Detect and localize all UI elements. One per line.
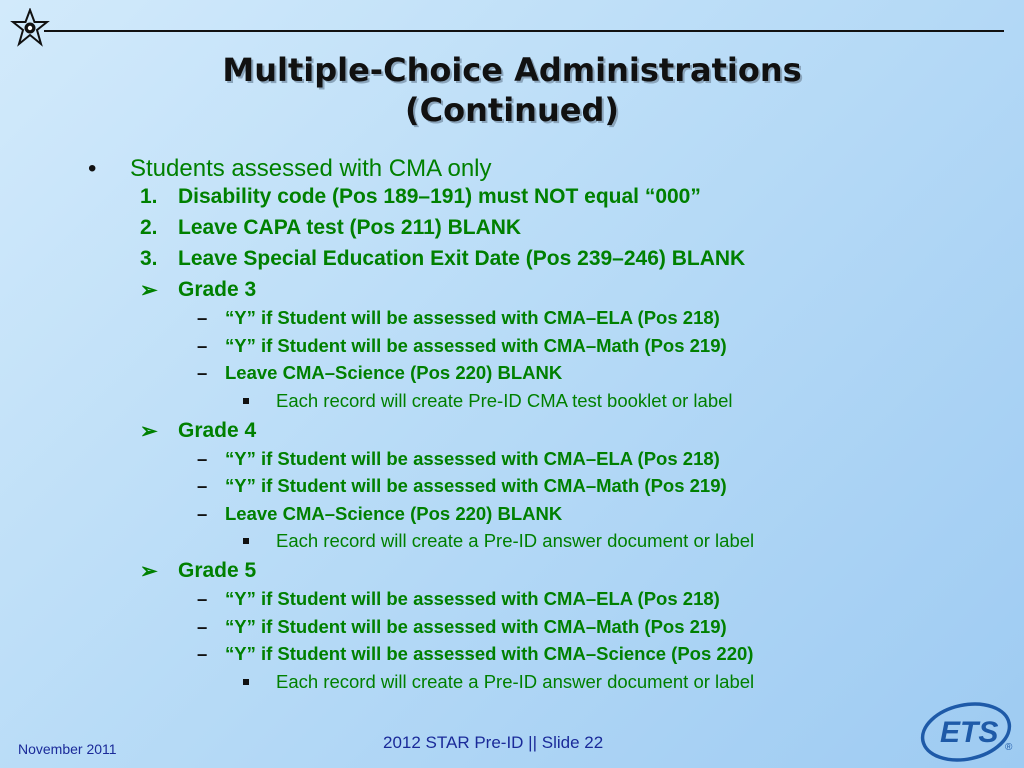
grade-heading-text: Grade 3 (178, 278, 257, 301)
grade-item-text: “Y” if Student will be assessed with CMA–Math (Pos 219) (225, 475, 727, 496)
ets-logo-text: ETS (940, 716, 999, 749)
title-rule (44, 30, 1004, 32)
numbered-item-text: Leave Special Education Exit Date (Pos 239–246) BLANK (178, 247, 746, 270)
title-line-1: Multiple-Choice Administrations (222, 51, 802, 89)
list-marker: 1. (140, 185, 158, 208)
numbered-item-text: Leave CAPA test (Pos 211) BLANK (178, 216, 522, 239)
list-marker: 2. (140, 216, 158, 239)
square-bullet-icon (243, 398, 249, 404)
square-bullet-icon (243, 538, 249, 544)
grade-item-text: Leave CMA–Science (Pos 220) BLANK (225, 502, 563, 524)
grade-note-text: Each record will create a Pre-ID answer document or label (276, 670, 755, 692)
grade-note-text: Each record will create Pre-ID CMA test booklet or label (276, 389, 733, 411)
grade-heading-text: Grade 5 (178, 559, 257, 582)
grade-item-text: “Y” if Student will be assessed with CMA–Math (Pos 219) (225, 615, 727, 637)
grade-item-text: “Y” if Student will be assessed with CMA–Science (Pos 220) (225, 643, 754, 664)
list-marker: – (197, 362, 208, 383)
ets-logo (918, 696, 1018, 762)
footer-slide-label: 2012 STAR Pre-ID || Slide 22 (383, 733, 604, 752)
ets-logo-mark: ® (1005, 742, 1013, 753)
grade-item-text: “Y” if Student will be assessed with CMA–ELA (Pos 218) (225, 588, 720, 609)
title-line-2: (Continued) (405, 91, 619, 129)
star-logo-icon (10, 8, 50, 52)
list-marker: – (197, 447, 208, 469)
list-marker: – (197, 615, 208, 637)
list-marker: – (197, 502, 208, 524)
list-marker: – (197, 588, 208, 609)
bullet-item-text: Students assessed with CMA only (130, 155, 492, 182)
numbered-item-text: Disability code (Pos 189–191) must NOT equal “000” (178, 185, 701, 208)
grade-item-text: “Y” if Student will be assessed with CMA–ELA (Pos 218) (225, 307, 720, 328)
arrow-bullet-icon: ➢ (140, 279, 158, 302)
slide-title (0, 50, 1024, 130)
list-marker: • (88, 155, 97, 182)
list-marker: – (197, 475, 208, 496)
grade-item-text: Leave CMA–Science (Pos 220) BLANK (225, 362, 563, 383)
grade-item-text: “Y” if Student will be assessed with CMA–ELA (Pos 218) (225, 447, 720, 469)
arrow-bullet-icon: ➢ (140, 419, 158, 443)
list-marker: – (197, 643, 208, 664)
grade-note-text: Each record will create a Pre-ID answer document or label (276, 530, 755, 551)
list-marker: 3. (140, 247, 158, 270)
footer-date: November 2011 (18, 741, 117, 757)
list-marker: – (197, 307, 208, 328)
grade-item-text: “Y” if Student will be assessed with CMA–Math (Pos 219) (225, 334, 727, 356)
square-bullet-icon (243, 679, 249, 685)
grade-heading-text: Grade 4 (178, 418, 257, 442)
arrow-bullet-icon: ➢ (140, 560, 158, 583)
list-marker: – (197, 334, 208, 356)
